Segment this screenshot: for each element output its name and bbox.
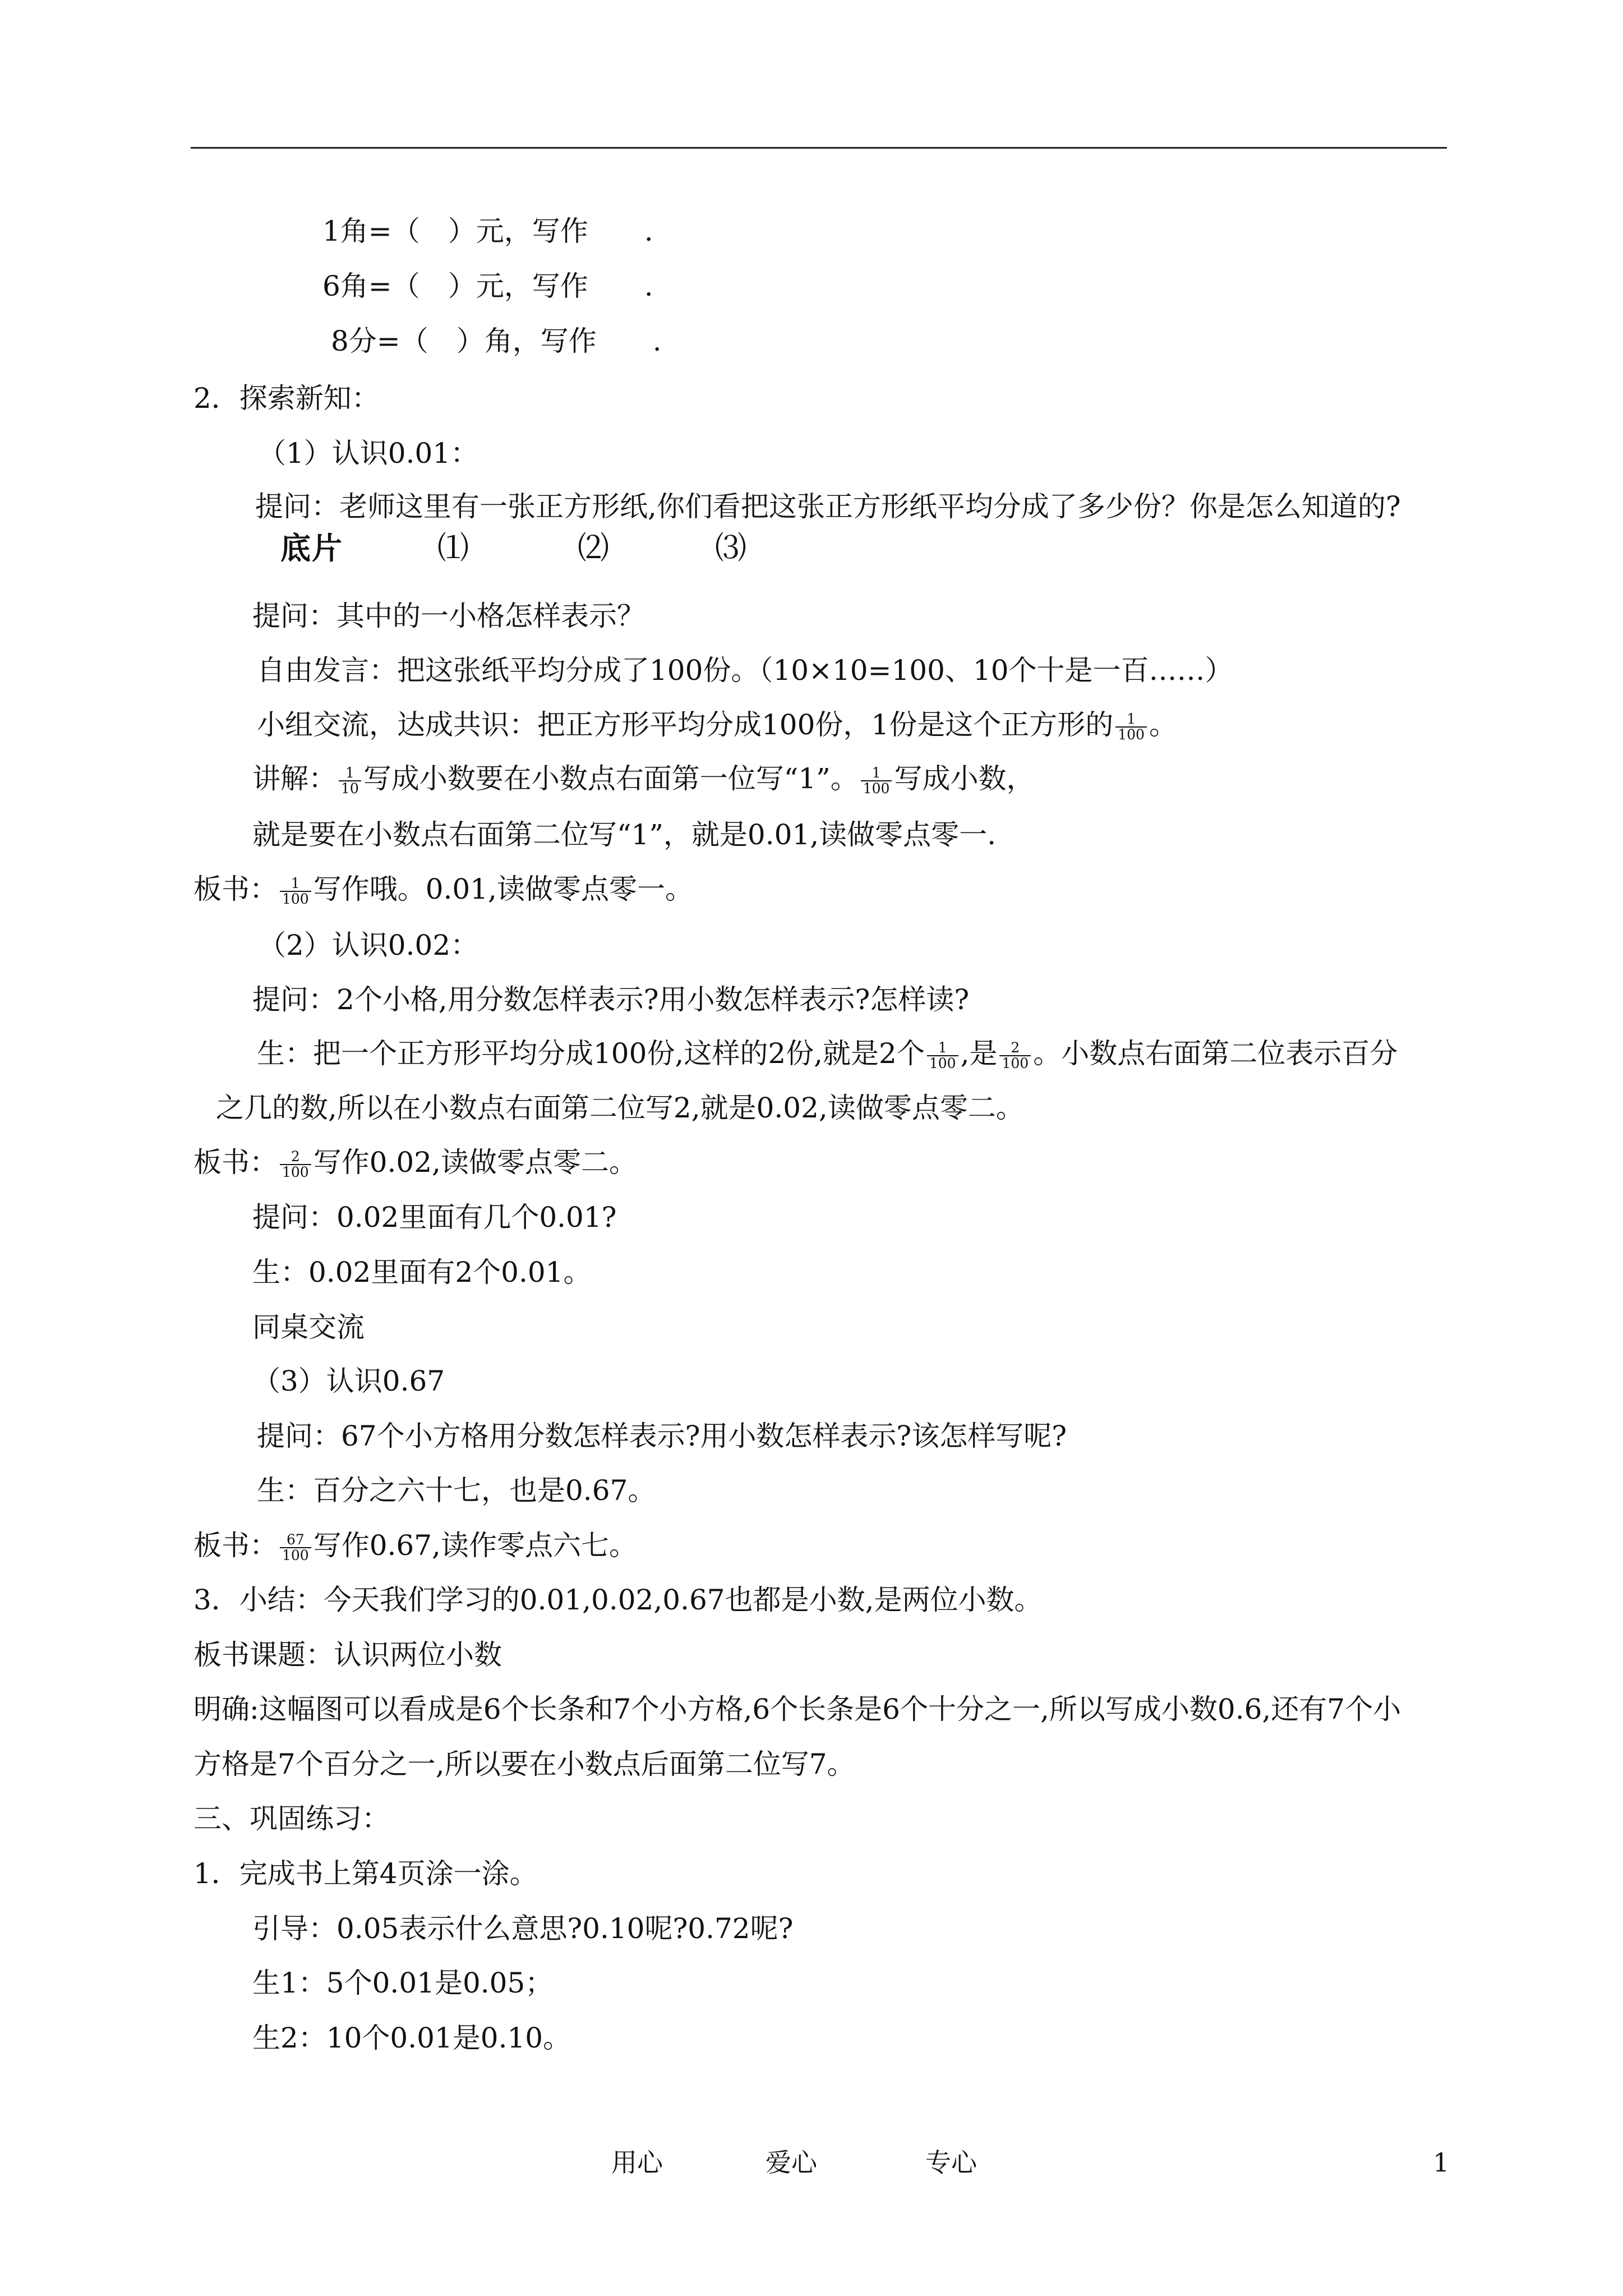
section-heading: 2．探索新知： [193,382,380,415]
text-line: 板书课题：认识两位小数 [193,1639,502,1671]
text-line: 明确:这幅图可以看成是6个长条和7个小方格,6个长条是6个十分之一,所以写成小数0.6,还有7个小 [193,1693,1401,1726]
fraction-numerator: 1 [872,765,881,781]
fraction-numerator: 1 [938,1039,947,1056]
figure-labels [280,532,785,565]
text-line [252,762,1034,795]
text-segment: 。小数点右面第二位表示百分 [1033,1037,1398,1070]
text-line [257,708,1177,742]
text-line: 自由发言：把这张纸平均分成了100份。（10×10=100、10个十是一百……） [257,654,1233,687]
fraction-denominator: 100 [280,1164,311,1180]
text-line: 就是要在小数点右面第二位写“1”，就是0.01,读做零点零一. [252,818,997,851]
text-segment: 写成小数， [894,762,1035,795]
text-segment: 。 [1149,708,1177,741]
film-label: 底片 [280,531,343,566]
fraction-denominator: 100 [927,1055,958,1071]
subsection-heading: （1）认识0.01： [258,437,479,470]
text-segment: 写成小数要在小数点右面第一位写“1”。 [363,762,859,795]
fraction [280,1149,311,1180]
text-line: 1角=（ ）元，写作 . [322,215,653,247]
fraction-numerator: 1 [1127,711,1136,727]
footer-text-3: 专心 [925,2147,977,2178]
fraction [1115,712,1147,742]
section-heading: 三、巩固练习： [193,1802,390,1835]
fraction-numerator: 1 [345,765,354,781]
fraction-numerator: 1 [291,875,300,891]
text-segment: 讲解： [252,762,336,795]
fraction [861,766,892,796]
fraction-numerator: 2 [291,1148,300,1165]
fraction-denominator: 100 [280,891,311,907]
text-line: 提问：其中的一小格怎样表示？ [252,600,645,632]
text-line: 提问：2个小格,用分数怎样表示?用小数怎样表示?怎样读? [252,983,970,1016]
footer-text-1: 用心 [611,2147,663,2178]
text-line: 提问：老师这里有一张正方形纸,你们看把这张正方形纸平均分成了多少份？你是怎么知道的? [255,490,1401,523]
text-line: 6角=（ ）元，写作 . [322,270,653,302]
text-segment: 板书： [193,1146,278,1179]
fraction [999,1041,1031,1071]
text-line: 提问：67个小方格用分数怎样表示?用小数怎样表示?该怎样写呢? [257,1420,1067,1452]
text-line: 生：0.02里面有2个0.01。 [252,1256,592,1289]
text-line: 方格是7个百分之一,所以要在小数点后面第二位写7。 [193,1748,855,1780]
text-line: 之几的数,所以在小数点右面第二位写2,就是0.02,读做零点零二。 [216,1092,1024,1124]
text-line: 8分=（ ）角，写作 . [331,325,662,357]
figure-label-3: ⑶ [715,530,746,567]
fraction [927,1041,958,1071]
fraction-denominator: 100 [280,1547,311,1563]
text-line: 同桌交流 [252,1311,365,1343]
text-line: 生：百分之六十七，也是0.67。 [257,1474,656,1507]
fraction-denominator: 100 [1115,726,1147,742]
text-line: 提问：0.02里面有几个0.01? [252,1201,617,1234]
board-note [193,1529,637,1562]
text-segment: 板书： [193,1529,278,1562]
text-line: 3．小结：今天我们学习的0.01,0.02,0.67也都是小数,是两位小数。 [193,1584,1043,1616]
fraction-numerator: 2 [1011,1039,1020,1056]
text-line: 引导：0.05表示什么意思?0.10呢?0.72呢? [252,1912,794,1945]
text-line: 生1：5个0.01是0.05； [252,1967,554,1999]
board-note [193,1145,637,1179]
subsection-heading: （2）认识0.02： [258,929,479,961]
fraction-denominator: 10 [339,780,361,796]
board-note [193,872,693,906]
fraction [339,766,361,796]
text-segment: 写作哦。0.01,读做零点零一。 [313,873,693,905]
text-segment: ,是 [960,1037,998,1070]
text-segment: 写作0.67,读作零点六七。 [313,1529,637,1562]
fraction [280,876,311,907]
text-line [257,1037,1398,1070]
fraction-numerator: 67 [286,1531,305,1548]
text-segment: 生：把一个正方形平均分成100份,这样的2份,就是2个 [257,1037,925,1070]
fraction-denominator: 100 [861,780,892,796]
fraction [280,1533,311,1563]
subsection-heading: （3）认识0.67 [252,1365,445,1397]
page-number: 1 [1433,2147,1450,2178]
text-segment: 写作0.02,读做零点零二。 [313,1146,637,1179]
text-segment: 小组交流，达成共识：把正方形平均分成100份，1份是这个正方形的 [257,708,1114,741]
figure-label-2: ⑵ [578,530,609,567]
header-rule [191,147,1447,149]
figure-label-1: ⑴ [437,530,469,567]
text-line: 1．完成书上第4页涂一涂。 [193,1857,538,1890]
text-segment: 板书： [193,873,278,905]
text-line: 生2：10个0.01是0.10。 [252,2022,571,2054]
footer-text-2: 爱心 [766,2147,817,2178]
fraction-denominator: 100 [999,1055,1031,1071]
